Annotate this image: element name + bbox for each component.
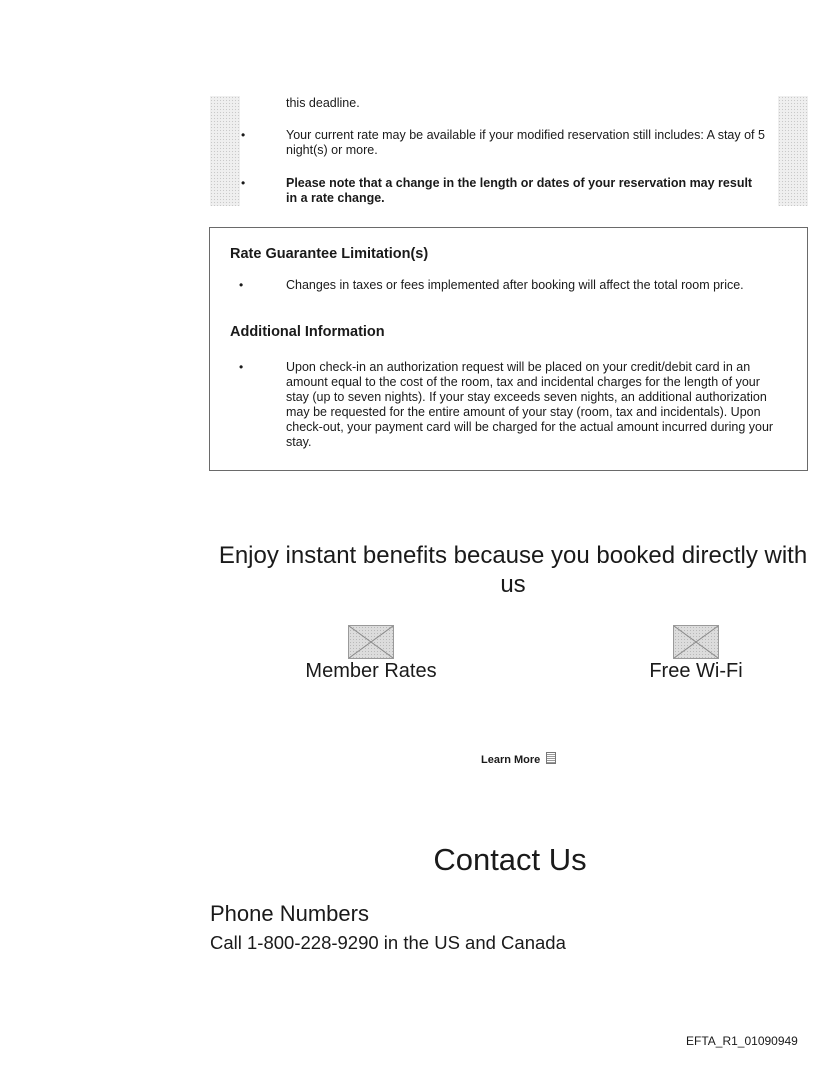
- rate-guarantee-heading: Rate Guarantee Limitation(s): [230, 246, 429, 262]
- left-margin-strip: [210, 96, 240, 206]
- bullet-marker: •: [241, 128, 246, 142]
- bullet-marker: •: [239, 360, 244, 374]
- rate-guarantee-bullet: Changes in taxes or fees implemented after booking will affect the total room price.: [286, 278, 744, 292]
- additional-information-bullet: Upon check-in an authorization request will be placed on your credit/debit card in an amount equal to the cost of the room, tax and incidental charges for the length of your stay (up to seven nights). If your stay exceeds seven nights, an additional authorization may be requested for the entire amount of your stay (room, tax and incidentals). Upon check-out, your payment card will be charged for the actual amount incurred during your stay.: [286, 360, 774, 449]
- member-rates-label: Member Rates: [305, 660, 437, 682]
- contact-us-title: Contact Us: [433, 842, 587, 877]
- phone-number-text: Call 1-800-228-9290 in the US and Canada: [210, 932, 566, 953]
- additional-information-heading: Additional Information: [230, 324, 385, 340]
- benefits-headline: Enjoy instant benefits because you booked directly with us: [218, 542, 808, 598]
- learn-more-label: Learn More: [481, 754, 541, 766]
- document-id-footer: EFTA_R1_01090949: [686, 1034, 798, 1048]
- member-rates-image-icon: [348, 625, 394, 659]
- bullet-marker: •: [239, 278, 244, 292]
- bullet-marker: •: [241, 176, 246, 190]
- right-margin-strip: [778, 96, 808, 206]
- learn-more-link[interactable]: [481, 752, 556, 766]
- external-link-icon: [546, 752, 556, 764]
- free-wifi-label: Free Wi-Fi: [649, 660, 743, 682]
- policy-bullet-rate-availability: Your current rate may be available if your modified reservation still includes: A stay of 5 night(s) or more.: [286, 128, 765, 157]
- free-wifi-image-icon: [673, 625, 719, 659]
- policy-bullet-rate-change-note: Please note that a change in the length or dates of your reservation may result in a rate change.: [286, 176, 753, 205]
- policy-continuation: this deadline.: [286, 96, 360, 110]
- phone-numbers-heading: Phone Numbers: [210, 901, 369, 926]
